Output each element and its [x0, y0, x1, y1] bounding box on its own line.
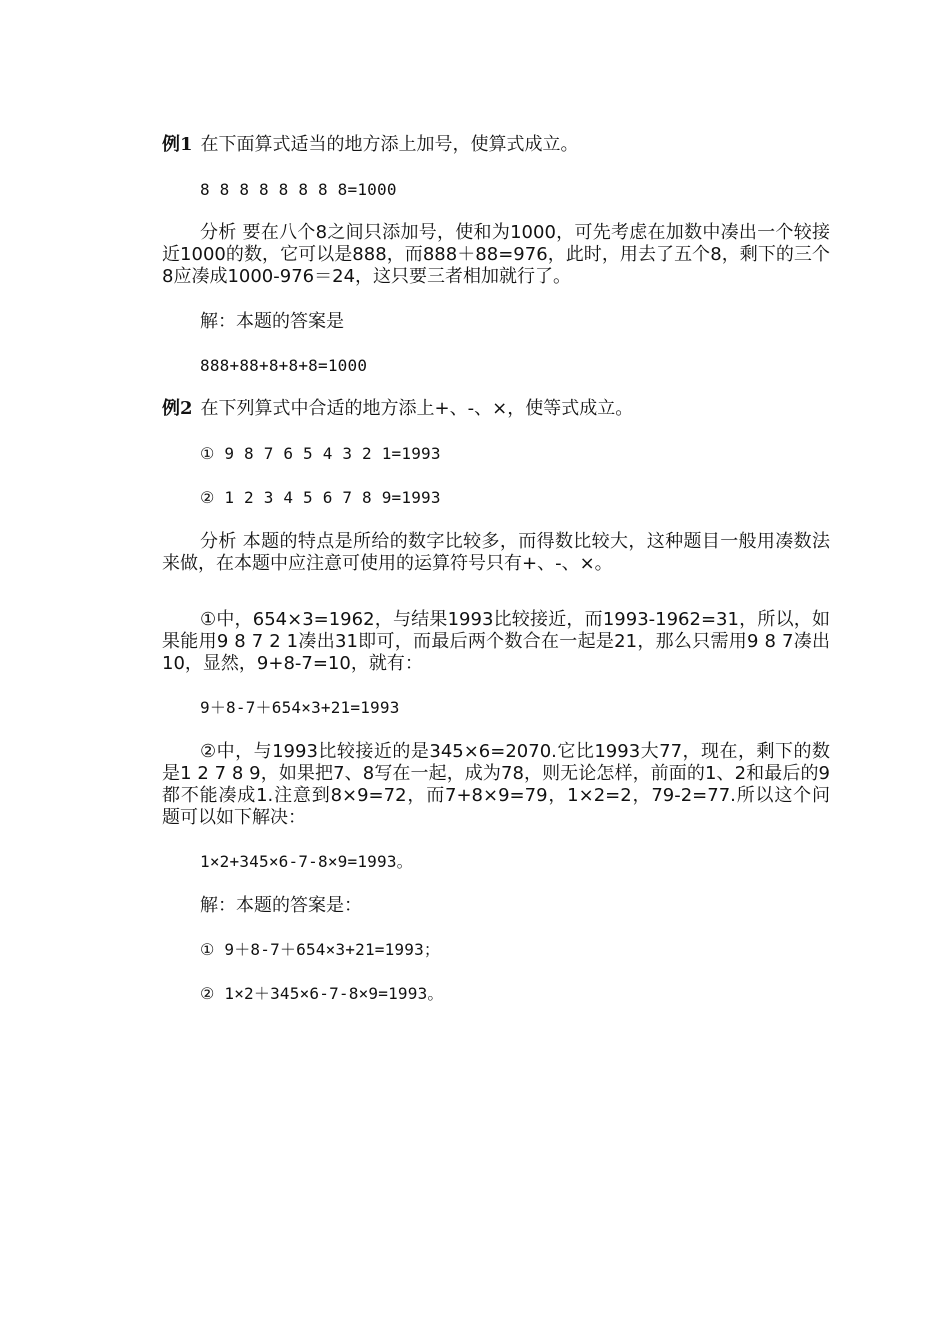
example-2-part-2: ②中，与1993比较接近的是345×6=2070.它比1993大77，现在，剩下的数是1 2 7 8 9，如果把7、8写在一起，成为78，则无论怎样，前面的1、2和最后的9都不能凑成1.注意到8×9=72，而7+8×9=79，1×2=2，79-2=77.所以这个问题可以如下解决： — [162, 741, 830, 828]
example-1-equation: 8 8 8 8 8 8 8 8=1000 — [200, 180, 397, 199]
example-2-heading — [162, 398, 633, 420]
example-2-part-1: ①中，654×3=1962，与结果1993比较接近，而1993-1962=31，所以，如果能用9 8 7 2 1凑出31即可，而最后两个数合在一起是21，那么只需用9 8 7凑出10，显然，9+8-7=10，就有： — [162, 609, 830, 674]
example-2-answer-intro: 解：本题的答案是： — [200, 895, 362, 916]
example-2-answer-2: ② 1×2＋345×6-7-8×9=1993。 — [200, 984, 444, 1003]
example-1-analysis: 分析 要在八个8之间只添加号，使和为1000，可先考虑在加数中凑出一个较接近1000的数，它可以是888，而888＋88=976，此时，用去了五个8，剩下的三个8应凑成1000-976＝24，这只要三者相加就行了。 — [162, 222, 830, 287]
example-1-answer-intro: 解：本题的答案是 — [200, 311, 344, 332]
example-2-prompt: 在下列算式中合适的地方添上+、-、×，使等式成立。 — [200, 398, 634, 419]
example-2-part-2-equation: 1×2+345×6-7-8×9=1993。 — [200, 852, 413, 871]
example-1-answer: 888+88+8+8+8=1000 — [200, 356, 368, 375]
example-1-prompt: 在下面算式适当的地方添上加号，使算式成立。 — [200, 134, 579, 155]
example-2-equation-1: ① 9 8 7 6 5 4 3 2 1=1993 — [200, 444, 441, 463]
example-1-heading — [162, 134, 579, 156]
example-2-part-1-equation: 9＋8-7＋654×3+21=1993 — [200, 698, 400, 717]
example-2-answer-1: ① 9＋8-7＋654×3+21=1993； — [200, 940, 441, 959]
example-2-label: 例2 — [162, 398, 193, 419]
example-1-label: 例1 — [162, 134, 193, 155]
example-2-equation-2: ② 1 2 3 4 5 6 7 8 9=1993 — [200, 488, 441, 507]
example-2-analysis: 分析 本题的特点是所给的数字比较多，而得数比较大，这种题目一般用凑数法来做，在本题中应注意可使用的运算符号只有+、-、×。 — [162, 531, 830, 574]
